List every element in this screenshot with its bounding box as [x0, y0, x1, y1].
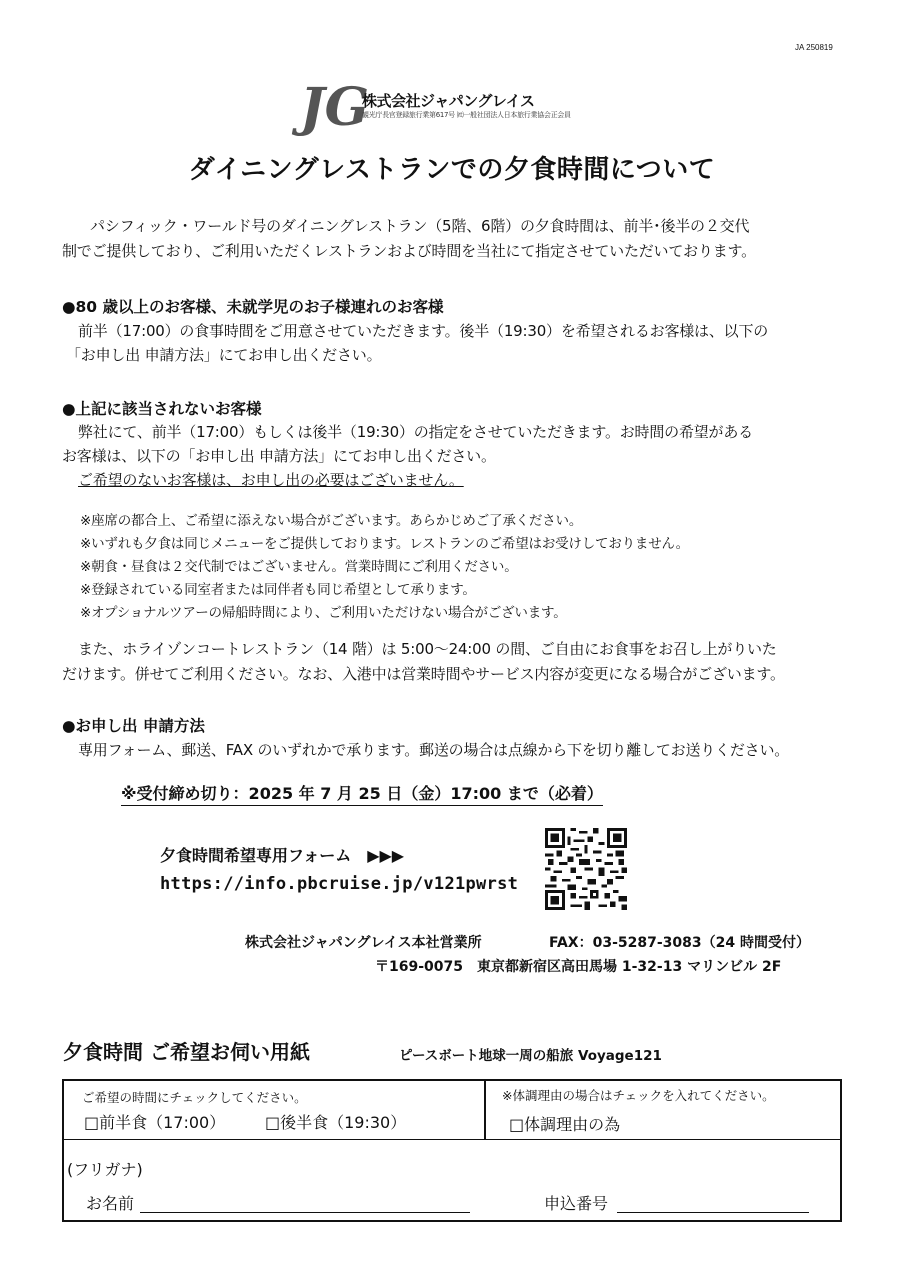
name-field[interactable] — [140, 1196, 470, 1213]
booking-number-label: 申込番号 — [544, 1194, 609, 1213]
page-title: ダイニングレストランでの夕食時間について — [188, 155, 716, 185]
web-form-label: 夕食時間希望専用フォーム ▶▶▶ — [160, 846, 405, 865]
health-reason-checkbox[interactable]: □体調理由の為 — [509, 1115, 621, 1134]
office-address: 〒169-0075 東京都新宿区高田馬場 1-32-13 マリンビル 2F — [375, 959, 782, 975]
furigana-label: (フリガナ) — [67, 1160, 143, 1179]
document-code: JA 250819 — [795, 43, 833, 52]
deadline-notice: ※受付締め切り：2025 年 7 月 25 日（金）17:00 まで（必着） — [121, 781, 603, 806]
section1-line-1: 前半（17:00）の食事時間をご用意させていただきます。後半（19:30）を希望されるお客様は、以下の — [78, 322, 769, 340]
first-seating-checkbox[interactable]: □前半食（17:00） — [84, 1113, 226, 1132]
office-name: 株式会社ジャパングレイス本社営業所 — [245, 935, 482, 951]
note-3: ※朝食・昼食は２交代制ではございません。営業時間にご利用ください。 — [80, 559, 518, 575]
name-label: お名前 — [86, 1194, 135, 1213]
request-form-title: 夕食時間 ご希望お伺い用紙 — [63, 1040, 310, 1064]
company-registration: 観光庁長官登録旅行業第617号 ㈳一般社団法人日本旅行業協会正会員 — [362, 111, 571, 119]
company-logo-mark — [298, 73, 370, 138]
note-4: ※登録されている同室者または同伴者も同じ希望として承ります。 — [80, 582, 476, 598]
time-instruction: ご希望の時間にチェックしてください。 — [82, 1090, 307, 1105]
logo-letters: JG — [300, 77, 370, 138]
booking-number-field[interactable] — [617, 1196, 809, 1213]
section2-line-1: 弊社にて、前半（17:00）もしくは後半（19:30）の指定をさせていただきます。お時間の希望がある — [78, 423, 753, 441]
company-name: 株式会社ジャパングレイス — [362, 92, 535, 110]
note-2: ※いずれも夕食は同じメニューをご提供しております。レストランのご希望はお受けしておりません。 — [80, 536, 689, 552]
section2-line-2: お客様は、以下の「お申し出 申請方法」にてお申し出ください。 — [62, 447, 496, 465]
form-divider-horizontal — [62, 1139, 842, 1140]
second-seating-checkbox[interactable]: □後半食（19:30） — [265, 1113, 407, 1132]
fax-number: FAX：03-5287-3083（24 時間受付） — [549, 935, 810, 951]
section1-line-2: 「お申し出 申請方法」にてお申し出ください。 — [66, 346, 382, 364]
section3-line-1: 専用フォーム、郵送、FAX のいずれかで承ります。郵送の場合は点線から下を切り離してお送りください。 — [78, 741, 790, 759]
horizon-line-1: また、ホライゾンコートレストラン（14 階）は 5:00～24:00 の間、ご自由にお食事をお召し上がりいた — [78, 640, 777, 658]
note-5: ※オプショナルツアーの帰船時間により、ご利用いただけない場合がございます。 — [80, 605, 567, 621]
note-1: ※座席の都合上、ご希望に添えない場合がございます。あらかじめご了承ください。 — [80, 513, 583, 529]
section2-no-request-note: ご希望のないお客様は、お申し出の必要はございません。 — [78, 471, 464, 489]
qr-code[interactable] — [545, 828, 627, 910]
section2-heading: ●上記に該当されないお客様 — [62, 400, 262, 418]
web-form-url[interactable]: https://info.pbcruise.jp/v121pwrst — [160, 874, 519, 894]
health-instruction: ※体調理由の場合はチェックを入れてください。 — [502, 1088, 775, 1103]
horizon-line-2: だけます。併せてご利用ください。なお、入港中は営業時間やサービス内容が変更になる場合がございます。 — [62, 665, 785, 683]
request-form-subtitle: ピースボート地球一周の船旅 Voyage121 — [399, 1048, 662, 1064]
intro-line-1: パシフィック・ワールド号のダイニングレストラン（5階、6階）の夕食時間は、前半･後半の２交代 — [90, 217, 750, 235]
form-divider-vertical — [484, 1079, 486, 1140]
section1-heading: ●80 歳以上のお客様、未就学児のお子様連れのお客様 — [62, 298, 444, 316]
section3-heading: ●お申し出 申請方法 — [62, 717, 205, 735]
intro-line-2: 制でご提供しており、ご利用いただくレストランおよび時間を当社にて指定させていただいております。 — [62, 242, 756, 260]
